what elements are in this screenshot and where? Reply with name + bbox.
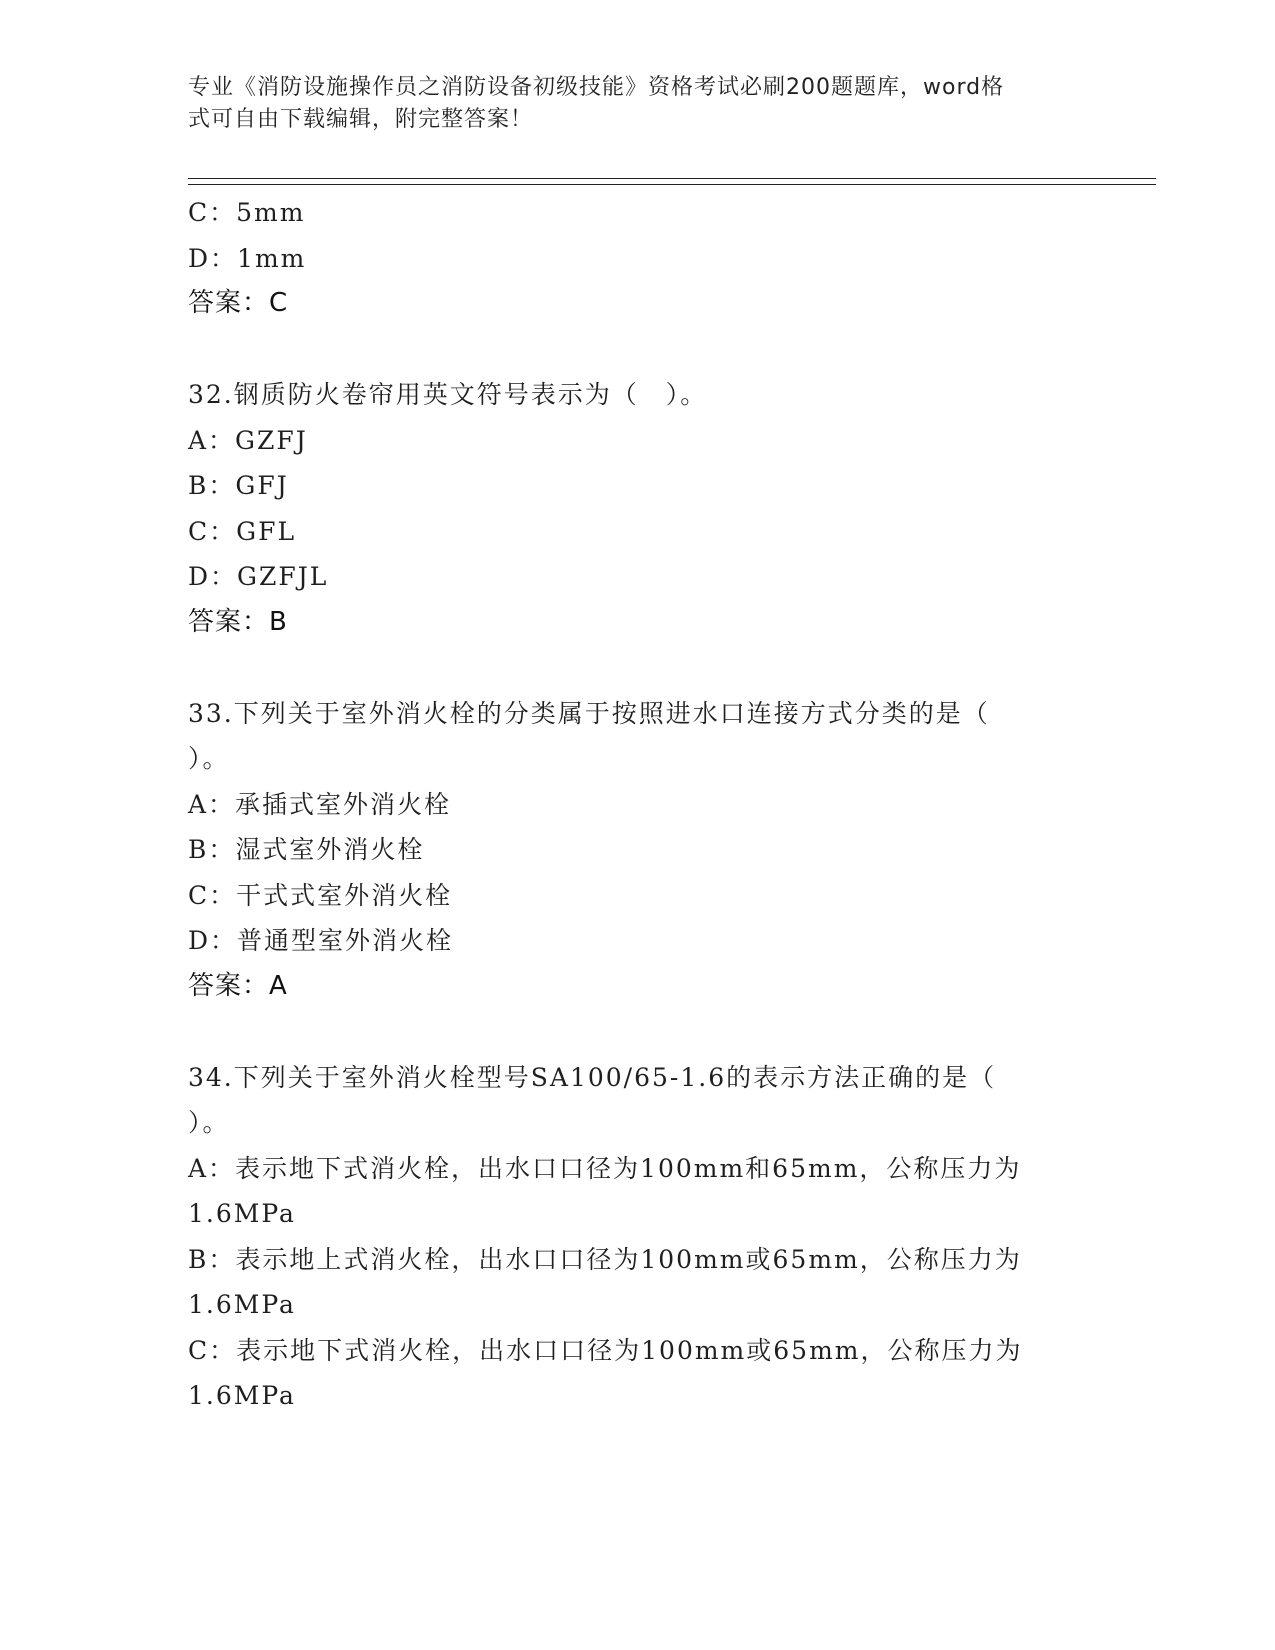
question-stem-line-1: 34.下列关于室外消火栓型号SA100/65-1.6的表示方法正确的是（	[188, 1062, 997, 1092]
question-stem-line-1: 33.下列关于室外消火栓的分类属于按照进水口连接方式分类的是（	[188, 698, 990, 728]
option-b-line-1: B：表示地上式消火栓，出水口口径为100mm或65mm，公称压力为	[188, 1244, 1022, 1274]
header-line-1: 专业《消防设施操作员之消防设备初级技能》资格考试必刷200题题库，word格	[188, 75, 1005, 100]
option-c: C：干式式室外消火栓	[188, 880, 453, 910]
question-stem-line-2: ）。	[188, 1108, 230, 1137]
option-c-line-2: 1.6MPa	[188, 1381, 296, 1410]
option-b: B：湿式室外消火栓	[188, 835, 425, 864]
option-b: B：GFJ	[188, 471, 289, 500]
option-a-line-1: A：表示地下式消火栓，出水口口径为100mm和65mm，公称压力为	[188, 1153, 1022, 1183]
option-d: D：1mm	[188, 243, 307, 273]
answer-line: 答案：B	[188, 606, 288, 637]
header-line-2: 式可自由下载编辑，附完整答案！	[188, 107, 534, 132]
option-c: C：GFL	[188, 516, 297, 546]
spacer	[188, 645, 1088, 691]
spacer	[188, 1009, 1088, 1055]
option-a-line-2: 1.6MPa	[188, 1199, 296, 1228]
answer-line: 答案：C	[188, 288, 289, 318]
option-c: C：5mm	[188, 198, 306, 227]
answer-line: 答案：A	[188, 970, 288, 1001]
option-c-line-1: C：表示地下式消火栓，出水口口径为100mm或65mm，公称压力为	[188, 1335, 1023, 1365]
option-d: D：普通型室外消火栓	[188, 926, 454, 955]
option-a: A：GZFJ	[188, 425, 308, 455]
document-header	[188, 72, 1068, 136]
option-b-line-2: 1.6MPa	[188, 1290, 296, 1319]
question-stem: 32.钢质防火卷帘用英文符号表示为（ ）。	[188, 380, 708, 409]
question-32	[188, 372, 1088, 645]
question-list	[188, 190, 1088, 1419]
question-33	[188, 691, 1088, 1010]
header-divider-top	[188, 178, 1156, 179]
question-31-tail	[188, 190, 1088, 327]
question-stem-line-2: ）。	[188, 744, 230, 773]
option-d: D：GZFJL	[188, 562, 329, 591]
question-34	[188, 1055, 1088, 1419]
option-a: A：承插式室外消火栓	[188, 789, 452, 819]
header-divider-bottom	[188, 184, 1156, 185]
spacer	[188, 327, 1088, 373]
